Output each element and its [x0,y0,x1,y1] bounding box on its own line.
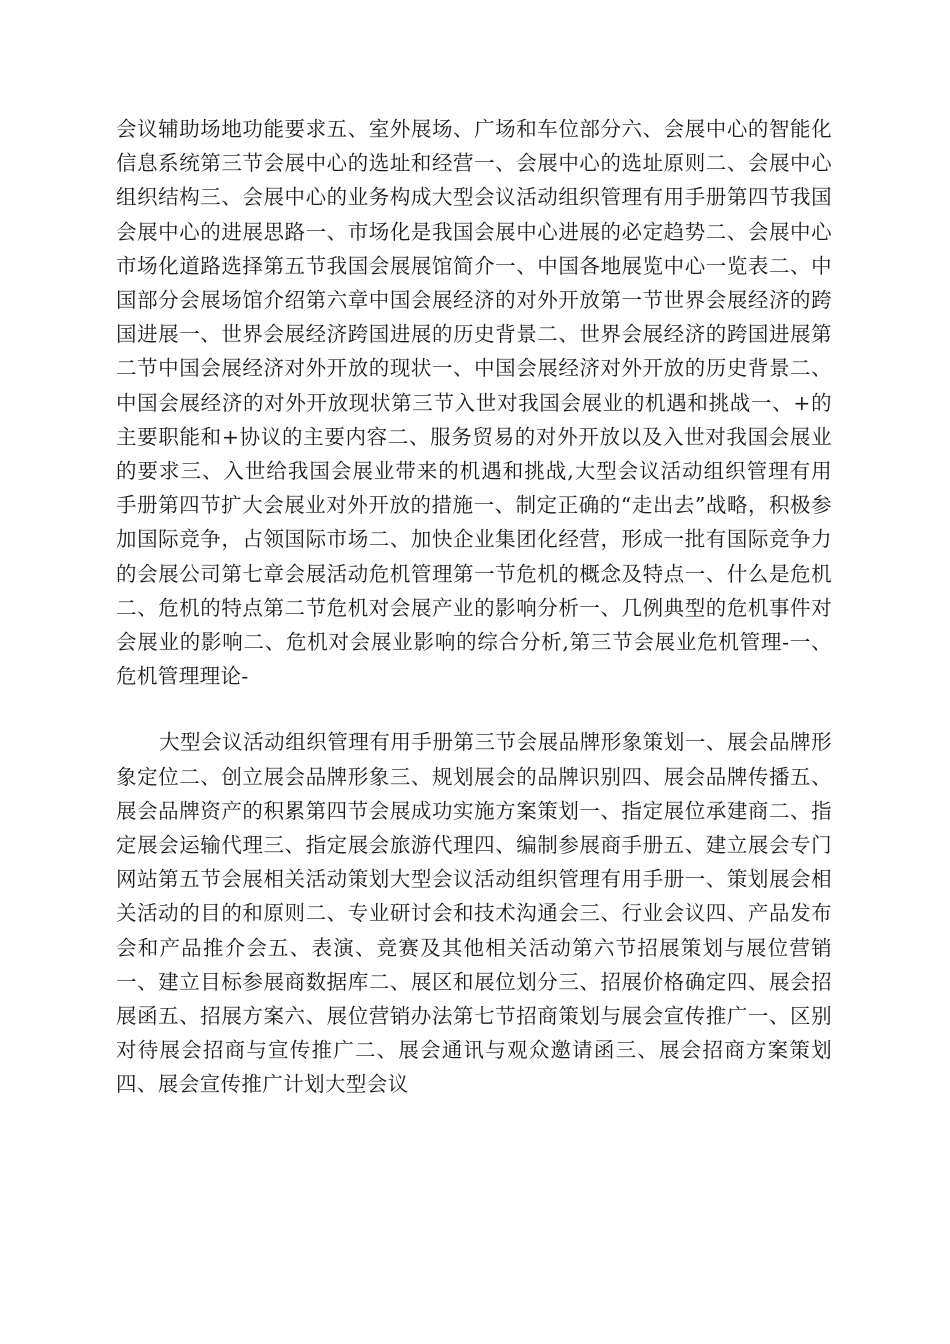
paragraph-continuation: 会议辅助场地功能要求五、室外展场、广场和车位部分六、会展中心的智能化信息系统第三节会展中心的选址和经营一、会展中心的选址原则二、会展中心组织结构三、会展中心的业务构成大型会议活动组织管理有用手册第四节我国会展中心的进展思路一、市场化是我国会展中心进展的必定趋势二、会展中心市场化道路选择第五节我国会展展馆简介一、中国各地展览中心一览表二、中国部分会展场馆介绍第六章中国会展经济的对外开放第一节世界会展经济的跨国进展一、世界会展经济跨国进展的历史背景二、世界会展经济的跨国进展第二节中国会展经济对外开放的现状一、中国会展经济对外开放的历史背景二、中国会展经济的对外开放现状第三节入世对我国会展业的机遇和挑战一、+的主要职能和+协议的主要内容二、服务贸易的对外开放以及入世对我国会展业的要求三、入世给我国会展业带来的机遇和挑战,大型会议活动组织管理有用手册第四节扩大会展业对外开放的措施一、制定正确的“走出去”战略，积极参加国际竞争，占领国际市场二、加快企业集团化经营，形成一批有国际竞争力的会展公司第七章会展活动危机管理第一节危机的概念及特点一、什么是危机二、危机的特点第二节危机对会展产业的影响分析一、几例典型的危机事件对会展业的影响二、危机对会展业影响的综合分析,第三节会展业危机管理-一、危机管理理论- [116,117,832,689]
paragraph-brand-planning: 大型会议活动组织管理有用手册第三节会展品牌形象策划一、展会品牌形象定位二、创立展会品牌形象三、规划展会的品牌识别四、展会品牌传播五、展会品牌资产的积累第四节会展成功实施方案策划一、指定展位承建商二、指定展会运输代理三、指定展会旅游代理四、编制参展商手册五、建立展会专门网站第五节会展相关活动策划大型会议活动组织管理有用手册一、策划展会相关活动的目的和原则二、专业研讨会和技术沟通会三、行业会议四、产品发布会和产品推介会五、表演、竞赛及其他相关活动第六节招展策划与展位营销一、建立目标参展商数据库二、展区和展位划分三、招展价格确定四、展会招展函五、招展方案六、展位营销办法第七节招商策划与展会宣传推广一、区别对待展会招商与宣传推广二、展会通讯与观众邀请函三、展会招商方案策划四、展会宣传推广计划大型会议 [116,730,832,1097]
document-body [116,112,832,1102]
